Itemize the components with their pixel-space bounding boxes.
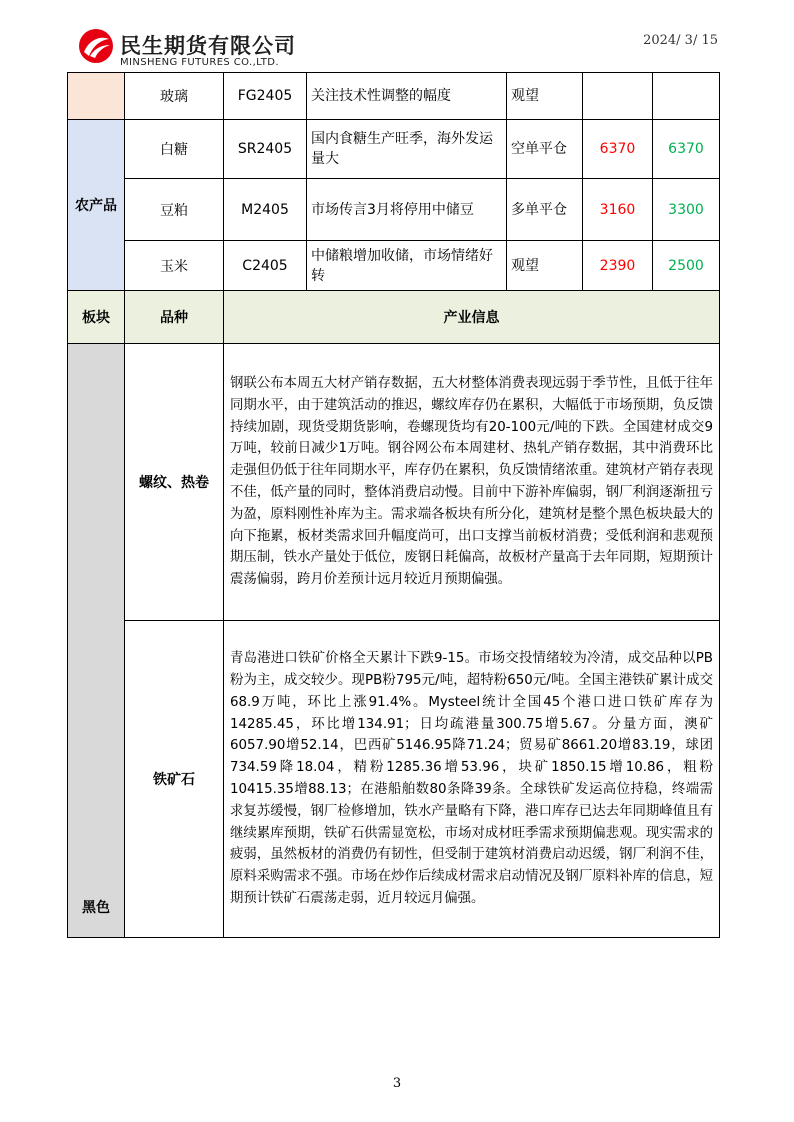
sector-cell-empty (68, 73, 125, 120)
variety-cell: 玉米 (125, 241, 224, 291)
contract-code-cell: M2405 (224, 179, 307, 241)
contract-code-cell: C2405 (224, 241, 307, 291)
variety-cell: 铁矿石 (125, 621, 224, 938)
sector-label-black: 黑色 (68, 344, 125, 938)
target-price-cell (653, 73, 720, 120)
reason-cell: 中储粮增加收储，市场情绪好转 (307, 241, 507, 291)
variety-cell: 玻璃 (125, 73, 224, 120)
reason-cell: 市场传言3月将停用中储豆 (307, 179, 507, 241)
sector-label-agri: 农产品 (68, 120, 125, 291)
target-price-cell: 3300 (653, 179, 720, 241)
minsheng-logo-icon (78, 28, 114, 64)
table-row (68, 344, 720, 621)
company-name-en: MINSHENG FUTURES CO.,LTD. (120, 57, 279, 68)
page-number: 3 (392, 1076, 402, 1091)
table-row (68, 241, 720, 291)
variety-cell: 豆粕 (125, 179, 224, 241)
strategy-cell: 观望 (507, 241, 583, 291)
strategy-table (67, 72, 720, 938)
industry-info-text: 钢联公布本周五大材产销存数据，五大材整体消费表现远弱于季节性，且低于往年同期水平，由于建筑活动的推迟，螺纹库存仍在累积，大幅低于市场预期，负反馈持续加剧，现货受期货影响，卷螺现货均有20-100元/吨的下跌。全国建材成交9万吨，较前日减少1万吨。钢谷网公布本周建材、热轧产销存数据，其中消费环比走强但仍低于往年同期水平，库存仍在累积，负反馈情绪浓重。建筑材产销存表现不佳，低产量的同时，整体消费启动慢。目前中下游补库偏弱，钢厂利润逐渐扭亏为盈，原料刚性补库为主。需求端各板块有所分化，建筑材是整个黑色板块最大的向下拖累，板材类需求回升幅度尚可，出口支撑当前板材消费；受低利润和悲观预期压制，铁水产量处于低位，废钢日耗偏高，故板材产量高于去年同期，短期预计震荡偏弱，跨月价差预计远月较近月预期偏强。 (224, 344, 720, 621)
industry-info-text: 青岛港进口铁矿价格全天累计下跌9-15。市场交投情绪较为冷清，成交品种以PB粉为主，成交较少。现PB粉795元/吨，超特粉650元/吨。全国主港铁矿累计成交68.9万吨，环比上涨91.4%。Mysteel统计全国45个港口进口铁矿库存为14285.45，环比增134.91；日均疏港量300.75增5.67。分量方面，澳矿6057.90增52.14，巴西矿5146.95降71.24；贸易矿8661.20增83.19，球团734.59降18.04，精粉1285.36增53.96，块矿1850.15增10.86，粗粉10415.35增88.13；在港船舶数80条降39条。全球铁矿发运高位持稳，终端需求复苏缓慢，钢厂检修增加，铁水产量略有下降，港口库存已达去年同期峰值且有继续累库预期，铁矿石供需显宽松，市场对成材旺季需求预期偏悲观。现实需求的疲弱，虽然板材的消费仍有韧性，但受制于建筑材消费启动迟缓，钢厂利润不佳，原料采购需求不强。市场在炒作后续成材需求启动情况及钢厂原料补库的信息，短期预计铁矿石震荡走弱，近月较远月偏强。 (224, 621, 720, 938)
reason-cell: 关注技术性调整的幅度 (307, 73, 507, 120)
entry-price-cell: 2390 (583, 241, 653, 291)
contract-code-cell: SR2405 (224, 120, 307, 179)
table-row (68, 179, 720, 241)
variety-cell: 白糖 (125, 120, 224, 179)
variety-cell: 螺纹、热卷 (125, 344, 224, 621)
strategy-cell: 观望 (507, 73, 583, 120)
entry-price-cell: 6370 (583, 120, 653, 179)
target-price-cell: 2500 (653, 241, 720, 291)
reason-cell: 国内食糖生产旺季，海外发运量大 (307, 120, 507, 179)
company-logo (78, 28, 318, 74)
header-variety: 品种 (125, 291, 224, 344)
entry-price-cell: 3160 (583, 179, 653, 241)
report-date: 2024/ 3/ 15 (643, 33, 718, 48)
strategy-cell: 多单平仓 (507, 179, 583, 241)
table-row (68, 621, 720, 938)
contract-code-cell: FG2405 (224, 73, 307, 120)
entry-price-cell (583, 73, 653, 120)
table-row (68, 73, 720, 120)
table-row (68, 120, 720, 179)
info-header-row (68, 291, 720, 344)
header-industry-info: 产业信息 (224, 291, 720, 344)
company-name-cn: 民生期货有限公司 (120, 34, 296, 58)
strategy-cell: 空单平仓 (507, 120, 583, 179)
target-price-cell: 6370 (653, 120, 720, 179)
header-sector: 板块 (68, 291, 125, 344)
